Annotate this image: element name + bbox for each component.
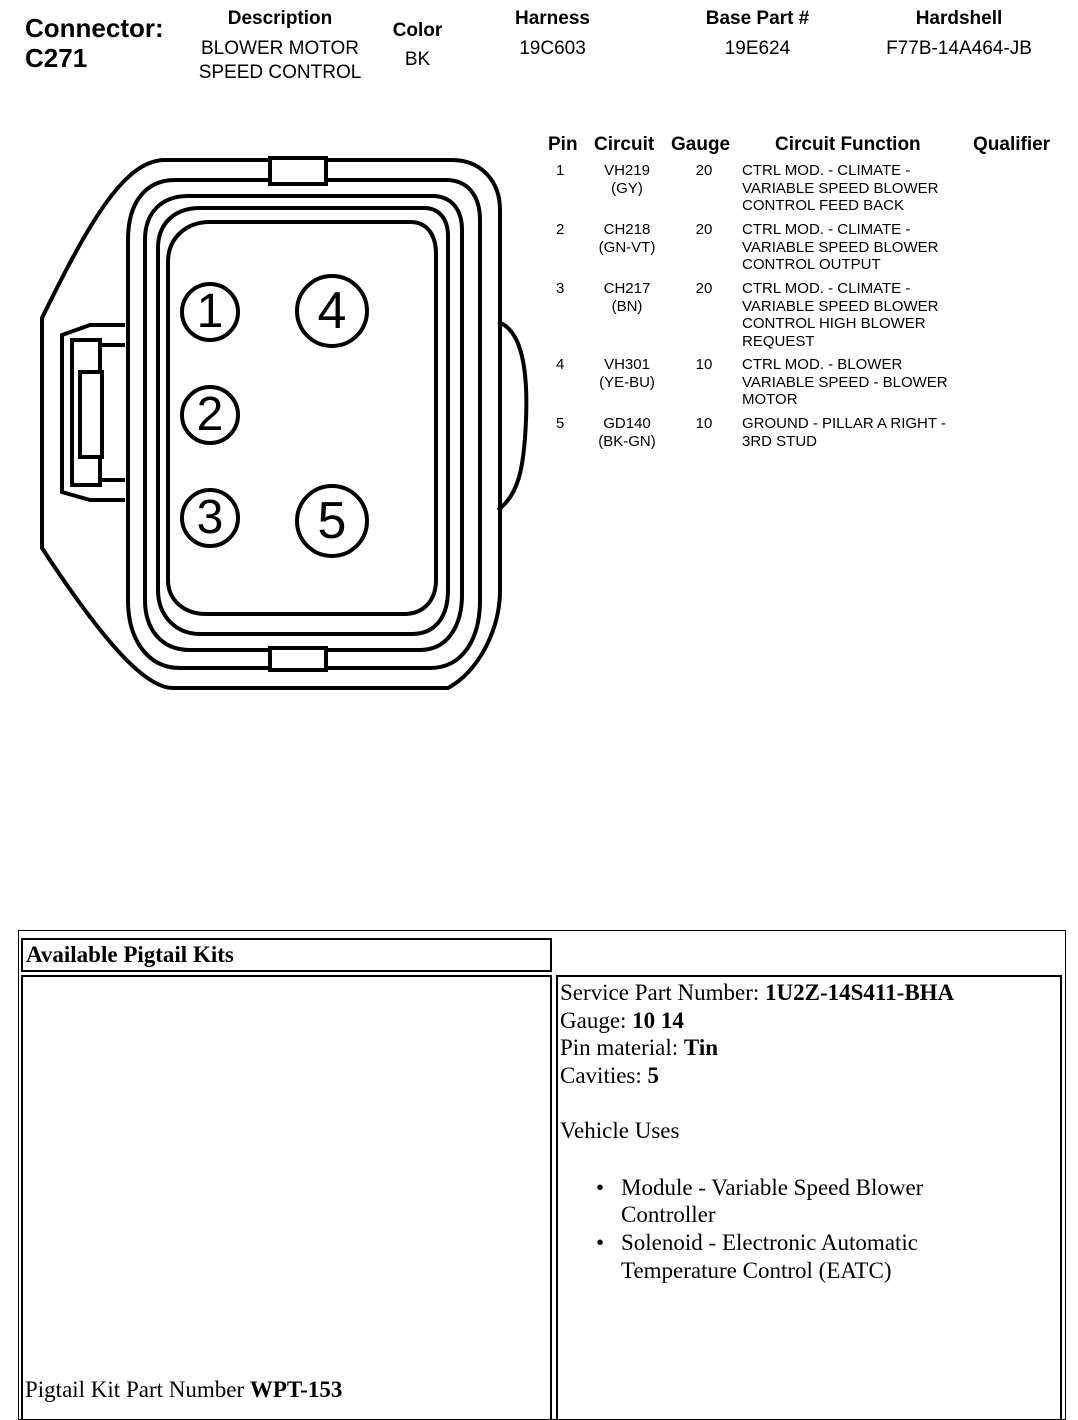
row-gauge: 20: [695, 221, 713, 238]
function-line: CTRL MOD. - CLIMATE -: [742, 162, 911, 179]
function-line: GROUND - PILLAR A RIGHT -: [742, 415, 946, 432]
circuit-id: GD140: [603, 415, 651, 432]
circuit-color: (BK-GN): [598, 432, 656, 450]
pin-number: 3: [196, 491, 224, 544]
top-key: [270, 158, 326, 184]
pin-material-value: Tin: [683, 1035, 719, 1061]
pin-number: 2: [196, 388, 224, 441]
description-line: SPEED CONTROL: [198, 62, 362, 83]
gauge-header: Gauge: [671, 134, 731, 155]
kit-part-value[interactable]: WPT-153: [249, 1377, 343, 1402]
function-line: REQUEST: [742, 332, 815, 350]
description-header: Description: [227, 8, 333, 29]
function-line: CTRL MOD. - CLIMATE -: [742, 221, 911, 238]
function-line: VARIABLE SPEED BLOWER: [742, 179, 939, 197]
gauge-value: 10 14: [632, 1007, 684, 1033]
circuit-id: VH301: [604, 356, 650, 373]
function-line: CTRL MOD. - CLIMATE -: [742, 280, 911, 297]
function-line: MOTOR: [742, 391, 798, 408]
vehicle-uses-label: Vehicle Uses: [560, 1117, 680, 1143]
pin-material-label: Pin material:: [560, 1035, 684, 1061]
pin-number: 1: [196, 285, 224, 338]
vehicle-use-item: [560, 1174, 1055, 1229]
row-pin: 4: [556, 356, 565, 373]
connector-label: Connector:: [25, 13, 164, 43]
circuit-color: (BN): [611, 297, 643, 315]
description-value: [170, 37, 390, 85]
circuit-color: (GY): [611, 179, 643, 197]
function-line: CTRL MOD. - BLOWER: [742, 356, 903, 373]
function-line: CONTROL HIGH BLOWER: [742, 315, 926, 332]
gauge-line: [560, 1007, 1055, 1035]
pigtail-kit-part: [25, 1377, 342, 1403]
base-part-value: 19E624: [724, 38, 791, 59]
service-part-value: 1U2Z-14S411-BHA: [765, 980, 955, 1005]
row-pin: 3: [556, 280, 565, 297]
circuit-color: (YE-BU): [599, 373, 655, 391]
circuit-header: Circuit: [594, 134, 655, 155]
function-line: CONTROL OUTPUT: [742, 256, 881, 273]
pin-cavity-4: [295, 274, 369, 348]
row-function: [742, 221, 972, 274]
pigtail-details: [560, 979, 1055, 1284]
lock-tab-left: [62, 325, 125, 500]
base-part-header: Base Part #: [705, 8, 810, 29]
bullet-icon: •: [596, 1229, 605, 1255]
row-gauge: 20: [695, 162, 713, 179]
harness-header: Harness: [515, 8, 590, 29]
function-line: CONTROL FEED BACK: [742, 197, 904, 214]
bullet-icon: •: [596, 1174, 605, 1200]
function-line: VARIABLE SPEED BLOWER: [742, 238, 939, 256]
function-header: Circuit Function: [775, 134, 921, 155]
harness-value: 19C603: [519, 38, 586, 59]
row-gauge: 10: [695, 356, 713, 373]
bottom-key: [270, 648, 326, 670]
vehicle-use-line: Controller: [621, 1202, 716, 1228]
vehicle-use-line: Module - Variable Speed Blower: [621, 1174, 924, 1200]
connector-diagram: [0, 100, 540, 710]
qualifier-header: Qualifier: [973, 134, 1051, 155]
row-pin: 2: [556, 221, 565, 238]
cavities-line: [560, 1062, 1055, 1090]
hardshell-value: F77B-14A464-JB: [886, 38, 1032, 59]
function-line: VARIABLE SPEED BLOWER: [742, 297, 939, 315]
circuit-color: (GN-VT): [598, 238, 656, 256]
service-part-label: Service Part Number:: [560, 980, 766, 1005]
pin-number: 5: [317, 492, 347, 550]
color-header: Color: [392, 20, 443, 41]
pigtail-image-cell: [21, 975, 552, 1420]
row-circuit: [586, 415, 668, 450]
pigtail-title: Available Pigtail Kits: [21, 938, 552, 972]
gauge-label: Gauge:: [560, 1007, 633, 1033]
side-latch-right: [498, 322, 526, 510]
row-gauge: 10: [695, 415, 713, 432]
row-function: [742, 280, 972, 350]
pin-material-line: [560, 1034, 1055, 1062]
function-line: VARIABLE SPEED - BLOWER: [742, 373, 948, 391]
circuit-id: CH218: [603, 221, 651, 238]
row-function: [742, 162, 972, 215]
circuit-id: CH217: [603, 280, 651, 297]
cavities-value: 5: [647, 1063, 660, 1089]
hardshell-header: Hardshell: [915, 8, 1003, 29]
pin-cavity-3: [180, 488, 240, 548]
row-pin: 5: [556, 415, 565, 432]
pin-cavity-5: [295, 484, 369, 558]
cavities-label: Cavities:: [560, 1063, 648, 1089]
circuit-id: VH219: [604, 162, 650, 179]
pin-cavity-2: [180, 385, 240, 445]
row-circuit: [586, 162, 668, 197]
row-gauge: 20: [695, 280, 713, 297]
row-circuit: [586, 356, 668, 391]
color-value: BK: [404, 49, 431, 70]
pin-cavity-1: [180, 282, 240, 342]
vehicle-uses-list: [560, 1174, 1055, 1285]
pin-header: Pin: [548, 134, 578, 155]
connector-id: C271: [25, 43, 88, 73]
vehicle-use-line: Solenoid - Electronic Automatic: [621, 1229, 919, 1255]
row-function: [742, 356, 972, 409]
pin-number: 4: [317, 282, 347, 340]
service-part-line: [560, 979, 1055, 1007]
row-pin: 1: [556, 162, 565, 179]
vehicle-use-item: [560, 1229, 1055, 1284]
kit-part-label: Pigtail Kit Part Number: [25, 1377, 250, 1402]
description-line: BLOWER MOTOR: [201, 38, 359, 59]
row-circuit: [586, 221, 668, 256]
row-function: [742, 415, 972, 450]
vehicle-use-line: Temperature Control (EATC): [621, 1257, 892, 1283]
row-circuit: [586, 280, 668, 315]
function-line: 3RD STUD: [742, 432, 818, 450]
